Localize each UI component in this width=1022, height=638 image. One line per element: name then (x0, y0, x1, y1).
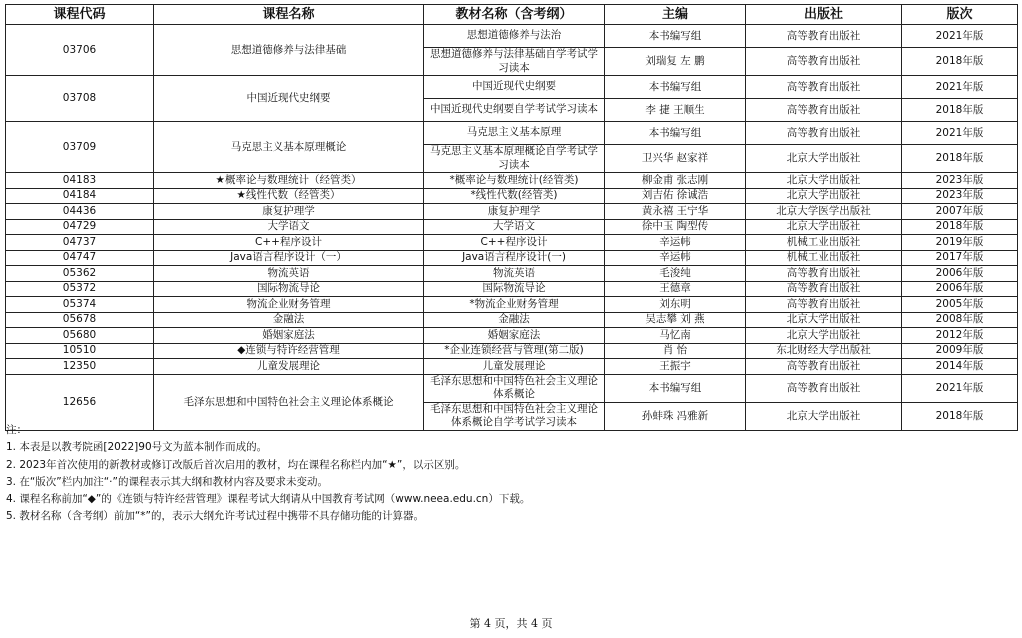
publisher-cell: 高等教育出版社 (746, 25, 902, 48)
edition-cell: 2019年版 (902, 235, 1018, 251)
publisher-cell: 北京大学出版社 (746, 219, 902, 235)
note-item: 5. 教材名称（含考纲）前加“*”的，表示大纲允许考试过程中携带不具存储功能的计算器。 (6, 510, 424, 523)
textbook-title-cell: 国际物流导论 (424, 281, 605, 297)
table-row (6, 250, 1018, 266)
course-code-cell: 12350 (6, 359, 154, 375)
note-item: 2. 2023年首次使用的新教材或修订改版后首次启用的教材，均在课程名称栏内加“★”，以示区别。 (6, 458, 466, 471)
editor-cell: 辛运帏 (605, 235, 746, 251)
table-row (6, 281, 1018, 297)
table-row (6, 266, 1018, 282)
course-name-cell: 毛泽东思想和中国特色社会主义理论体系概论 (154, 374, 424, 430)
course-name-cell: ★概率论与数理统计（经管类） (154, 173, 424, 189)
textbook-title-cell: 大学语文 (424, 219, 605, 235)
note-item: 4. 课程名称前加“◆”的《连锁与特许经营管理》课程考试大纲请从中国教育考试网（www.neea.edu.cn）下载。 (6, 493, 531, 506)
course-name-cell: 中国近现代史纲要 (154, 76, 424, 122)
course-code-cell: 04729 (6, 219, 154, 235)
editor-cell: 马忆南 (605, 328, 746, 344)
textbook-title-cell: 毛泽东思想和中国特色社会主义理论体系概论自学考试学习读本 (424, 402, 605, 430)
table-row (6, 312, 1018, 328)
header-editor: 主编 (605, 5, 746, 25)
textbook-title-cell: 康复护理学 (424, 204, 605, 220)
textbook-title-cell: 中国近现代史纲要 (424, 76, 605, 99)
edition-cell: 2007年版 (902, 204, 1018, 220)
edition-cell: 2005年版 (902, 297, 1018, 313)
header-course-name: 课程名称 (154, 5, 424, 25)
edition-cell: 2018年版 (902, 48, 1018, 76)
publisher-cell: 高等教育出版社 (746, 76, 902, 99)
course-code-cell: 04737 (6, 235, 154, 251)
editor-cell: 卫兴华 赵家祥 (605, 145, 746, 173)
textbook-title-cell: 毛泽东思想和中国特色社会主义理论体系概论 (424, 374, 605, 402)
course-code-cell: 03708 (6, 76, 154, 122)
publisher-cell: 高等教育出版社 (746, 297, 902, 313)
notes-heading: 注： (6, 424, 27, 436)
editor-cell: 肖 怡 (605, 343, 746, 359)
edition-cell: 2021年版 (902, 374, 1018, 402)
editor-cell: 辛运帏 (605, 250, 746, 266)
course-name-cell: ★线性代数（经管类） (154, 188, 424, 204)
editor-cell: 本书编写组 (605, 25, 746, 48)
editor-cell: 黄永禧 王宁华 (605, 204, 746, 220)
publisher-cell: 机械工业出版社 (746, 250, 902, 266)
editor-cell: 李 捷 王顺生 (605, 99, 746, 122)
table-row (6, 188, 1018, 204)
table-row (6, 343, 1018, 359)
course-code-cell: 04183 (6, 173, 154, 189)
publisher-cell: 高等教育出版社 (746, 374, 902, 402)
publisher-cell: 东北财经大学出版社 (746, 343, 902, 359)
textbook-title-cell: C++程序设计 (424, 235, 605, 251)
editor-cell: 本书编写组 (605, 122, 746, 145)
edition-cell: 2018年版 (902, 402, 1018, 430)
page-footer: 第 4 页，共 4 页 (469, 617, 553, 630)
textbook-title-cell: 金融法 (424, 312, 605, 328)
editor-cell: 王振宇 (605, 359, 746, 375)
course-code-cell: 12656 (6, 374, 154, 430)
course-code-cell: 03709 (6, 122, 154, 173)
header-edition: 版次 (902, 5, 1018, 25)
table-row (6, 374, 1018, 402)
edition-cell: 2018年版 (902, 99, 1018, 122)
publisher-cell: 高等教育出版社 (746, 122, 902, 145)
course-code-cell: 10510 (6, 343, 154, 359)
note-item: 3. 在“版次”栏内加注“·”的课程表示其大纲和教材内容及要求未变动。 (6, 475, 328, 488)
table-row (6, 76, 1018, 99)
header-publisher: 出版社 (746, 5, 902, 25)
editor-cell: 孙蚌珠 冯雅新 (605, 402, 746, 430)
publisher-cell: 北京大学出版社 (746, 173, 902, 189)
publisher-cell: 高等教育出版社 (746, 48, 902, 76)
editor-cell: 刘吉佑 徐诚浩 (605, 188, 746, 204)
textbook-title-cell: 思想道德修养与法律基础自学考试学习读本 (424, 48, 605, 76)
table-row (6, 204, 1018, 220)
edition-cell: 2006年版 (902, 266, 1018, 282)
course-name-cell: 思想道德修养与法律基础 (154, 25, 424, 76)
course-code-cell: 05680 (6, 328, 154, 344)
publisher-cell: 北京大学出版社 (746, 188, 902, 204)
table-row (6, 235, 1018, 251)
textbook-title-cell: *物流企业财务管理 (424, 297, 605, 313)
course-name-cell: 国际物流导论 (154, 281, 424, 297)
course-code-cell: 05678 (6, 312, 154, 328)
publisher-cell: 北京大学出版社 (746, 402, 902, 430)
edition-cell: 2009年版 (902, 343, 1018, 359)
textbook-title-cell: 儿童发展理论 (424, 359, 605, 375)
table-row (6, 359, 1018, 375)
course-code-cell: 03706 (6, 25, 154, 76)
publisher-cell: 北京大学出版社 (746, 312, 902, 328)
editor-cell: 徐中玉 陶型传 (605, 219, 746, 235)
publisher-cell: 高等教育出版社 (746, 99, 902, 122)
course-code-cell: 05374 (6, 297, 154, 313)
edition-cell: 2021年版 (902, 122, 1018, 145)
table-row (6, 219, 1018, 235)
textbook-title-cell: 马克思主义基本原理概论自学考试学习读本 (424, 145, 605, 173)
edition-cell: 2018年版 (902, 145, 1018, 173)
course-name-cell: 金融法 (154, 312, 424, 328)
course-code-cell: 05372 (6, 281, 154, 297)
textbook-title-cell: 思想道德修养与法治 (424, 25, 605, 48)
course-name-cell: 康复护理学 (154, 204, 424, 220)
publisher-cell: 高等教育出版社 (746, 359, 902, 375)
course-name-cell: 婚姻家庭法 (154, 328, 424, 344)
edition-cell: 2017年版 (902, 250, 1018, 266)
textbook-title-cell: 物流英语 (424, 266, 605, 282)
edition-cell: 2023年版 (902, 173, 1018, 189)
table-row (6, 173, 1018, 189)
table-row (6, 328, 1018, 344)
editor-cell: 柳金甫 张志刚 (605, 173, 746, 189)
textbook-title-cell: *企业连锁经营与管理(第二版) (424, 343, 605, 359)
course-name-cell: Java语言程序设计（一） (154, 250, 424, 266)
notes-section (6, 422, 1006, 526)
editor-cell: 吴志攀 刘 燕 (605, 312, 746, 328)
header-course-code: 课程代码 (6, 5, 154, 25)
textbook-title-cell: 中国近现代史纲要自学考试学习读本 (424, 99, 605, 122)
table-row (6, 297, 1018, 313)
editor-cell: 本书编写组 (605, 76, 746, 99)
edition-cell: 2018年版 (902, 219, 1018, 235)
editor-cell: 王德章 (605, 281, 746, 297)
editor-cell: 刘瑞复 左 鹏 (605, 48, 746, 76)
course-name-cell: 儿童发展理论 (154, 359, 424, 375)
editor-cell: 刘东明 (605, 297, 746, 313)
course-code-cell: 05362 (6, 266, 154, 282)
edition-cell: 2023年版 (902, 188, 1018, 204)
publisher-cell: 北京大学出版社 (746, 328, 902, 344)
table-row (6, 122, 1018, 145)
textbook-title-cell: *线性代数(经管类) (424, 188, 605, 204)
publisher-cell: 北京大学医学出版社 (746, 204, 902, 220)
course-name-cell: C++程序设计 (154, 235, 424, 251)
header-textbook-title: 教材名称（含考纲） (424, 5, 605, 25)
course-code-cell: 04184 (6, 188, 154, 204)
course-name-cell: 物流企业财务管理 (154, 297, 424, 313)
publisher-cell: 北京大学出版社 (746, 145, 902, 173)
edition-cell: 2021年版 (902, 25, 1018, 48)
edition-cell: 2008年版 (902, 312, 1018, 328)
course-name-cell: 物流英语 (154, 266, 424, 282)
course-code-cell: 04747 (6, 250, 154, 266)
course-name-cell: 马克思主义基本原理概论 (154, 122, 424, 173)
textbook-title-cell: Java语言程序设计(一) (424, 250, 605, 266)
textbook-title-cell: *概率论与数理统计(经管类) (424, 173, 605, 189)
edition-cell: 2006年版 (902, 281, 1018, 297)
publisher-cell: 高等教育出版社 (746, 266, 902, 282)
course-name-cell: 大学语文 (154, 219, 424, 235)
editor-cell: 本书编写组 (605, 374, 746, 402)
textbook-title-cell: 马克思主义基本原理 (424, 122, 605, 145)
editor-cell: 毛浚纯 (605, 266, 746, 282)
course-code-cell: 04436 (6, 204, 154, 220)
table-body (6, 25, 1018, 431)
edition-cell: 2014年版 (902, 359, 1018, 375)
textbook-title-cell: 婚姻家庭法 (424, 328, 605, 344)
edition-cell: 2021年版 (902, 76, 1018, 99)
edition-cell: 2012年版 (902, 328, 1018, 344)
note-item: 1. 本表是以教考院函[2022]90号文为蓝本制作而成的。 (6, 441, 268, 454)
course-name-cell: ◆连锁与特许经营管理 (154, 343, 424, 359)
textbook-table (5, 4, 1018, 431)
table-header-row (6, 5, 1018, 25)
publisher-cell: 机械工业出版社 (746, 235, 902, 251)
publisher-cell: 高等教育出版社 (746, 281, 902, 297)
table-row (6, 25, 1018, 48)
